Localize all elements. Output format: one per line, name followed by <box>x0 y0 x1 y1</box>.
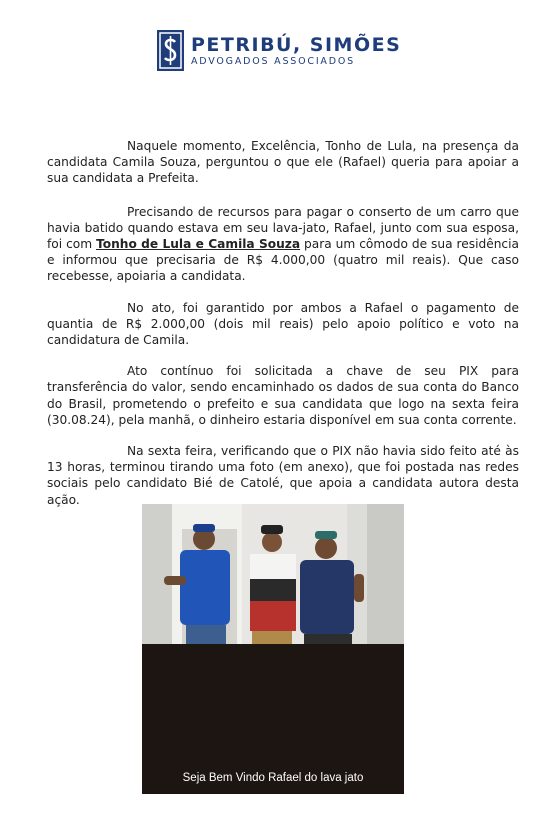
firm-subtitle: ADVOGADOS ASSOCIADOS <box>191 55 355 67</box>
highlighted-names: Tonho de Lula e Camila Souza <box>96 237 301 252</box>
paragraph-2-text-b: para um cômodo de sua residência e informou que precisaria de R$ 4.000,00 (quatro mil reais). Que caso recebesse, apoiaria a candidata. <box>47 237 519 284</box>
paragraph-3: No ato, foi garantido por ambos a Rafael o pagamento de quantia de R$ 2.000,00 (dois mil reais) pelo apoio político e voto na candidatura de Camila. <box>47 300 519 348</box>
evidence-photo <box>142 504 404 794</box>
paragraph-1: Naquele momento, Excelência, Tonho de Lula, na presença da candidata Camila Souza, perguntou o que ele (Rafael) queria para apoiar a sua candidata a Prefeita. <box>47 139 519 186</box>
dollar-s-logo-icon <box>157 30 184 71</box>
letterhead <box>157 30 401 71</box>
paragraph-2-text-a: Precisando de recursos para pagar o conserto de um carro que havia batido quando estava em seu lava-jato, Rafael, junto com sua esposa, foi com <box>47 204 519 252</box>
paragraph-5: Na sexta feira, verificando que o PIX não havia sido feito até às 13 horas, terminou tirando uma foto (em anexo), que foi postada nas redes sociais pelo candidato Bié de Catolé, que apoia a candidata autora desta ação. <box>47 444 519 507</box>
photo-scene <box>142 504 404 649</box>
paragraph-2 <box>47 204 519 285</box>
photo-caption: Seja Bem Vindo Rafael do lava jato <box>182 772 364 784</box>
document-body <box>47 138 519 523</box>
firm-name: PETRIBÚ, SIMÕES <box>191 33 402 56</box>
paragraph-4: Ato contínuo foi solicitada a chave de seu PIX para transferência do valor, sendo encaminhado os dados de sua conta do Banco do Brasil, prometendo o prefeito e sua candidata que logo na sexta feira (30.08.24), pela manhã, o dinheiro estaria disponível em sua conta corrente. <box>47 364 519 427</box>
